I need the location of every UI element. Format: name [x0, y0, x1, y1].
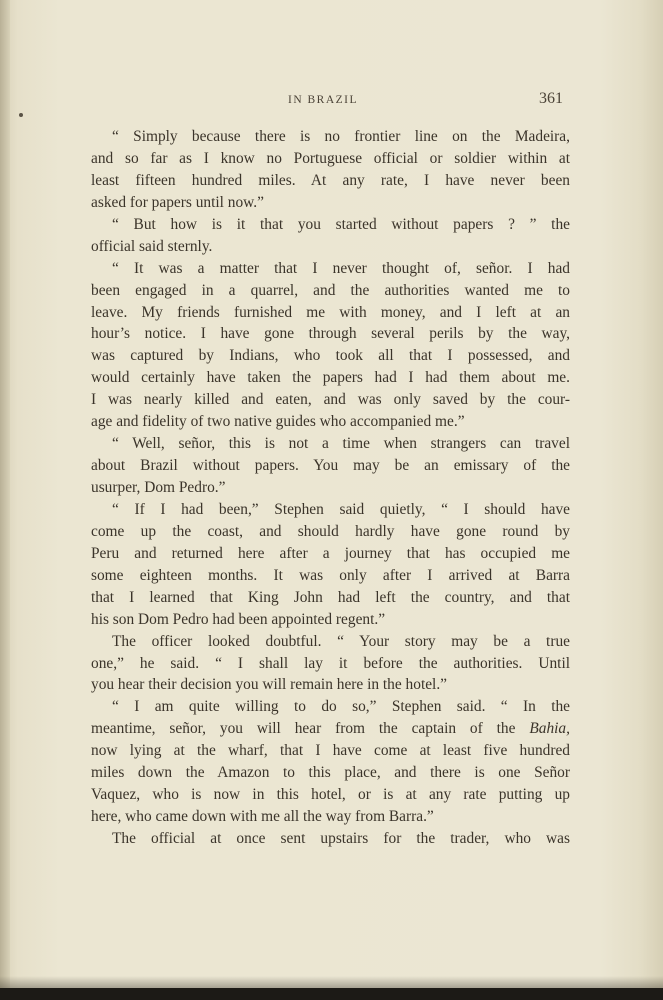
text-line: “ But how is it that you started without papers ? ” the	[112, 215, 570, 233]
text-line: about Brazil without papers. You may be an emissary of the	[91, 457, 570, 475]
text-line: hour’s notice. I have gone through several perils by the way,	[91, 325, 570, 343]
text-line: his son Dom Pedro had been appointed regent.”	[91, 610, 386, 628]
text-line: “ Simply because there is no frontier line on the Madeira,	[112, 128, 570, 145]
text-line: here, who came down with me all the way from Barra.”	[91, 808, 434, 826]
text-line: “ I am quite willing to do so,” Stephen said. “ In the	[112, 698, 570, 716]
text-line: Vaquez, who is now in this hotel, or is at any rate putting up	[91, 786, 570, 804]
body-text	[91, 126, 570, 850]
running-head: IN BRAZIL	[288, 94, 359, 106]
text-line: been engaged in a quarrel, and the authorities wanted me to	[91, 281, 570, 299]
page-bottom-edge	[0, 988, 663, 1000]
text-line: official said sternly.	[91, 237, 213, 255]
text-line: The official at once sent upstairs for the trader, who was	[112, 830, 570, 847]
text-line: usurper, Dom Pedro.”	[91, 479, 226, 496]
text-line-part: meantime, señor, you will hear from the captain of the	[91, 720, 516, 738]
text-line	[91, 718, 570, 740]
text-line: least fifteen hundred miles. At any rate, I have never been	[91, 171, 570, 189]
text-line: Peru and returned here after a journey that has occupied me	[91, 544, 570, 562]
page-number: 361	[539, 90, 563, 107]
page-bottom-shadow	[0, 976, 663, 988]
text-line: “ It was a matter that I never thought of, señor. I had	[112, 259, 570, 277]
text-line: and so far as I know no Portuguese official or soldier within at	[91, 149, 570, 167]
text-line: come up the coast, and should hardly have gone round by	[91, 522, 570, 540]
text-line: asked for papers until now.”	[91, 193, 264, 211]
text-line: that I learned that King John had left the country, and that	[91, 588, 570, 606]
text-line: leave. My friends furnished me with money, and I left at an	[91, 303, 570, 321]
binding-gutter	[0, 0, 10, 1000]
text-line: would certainly have taken the papers had I had them about me.	[91, 369, 570, 387]
text-line: I was nearly killed and eaten, and was only saved by the cour-	[91, 391, 570, 409]
text-line: some eighteen months. It was only after I arrived at Barra	[91, 566, 570, 584]
text-line: was captured by Indians, who took all that I possessed, and	[91, 347, 570, 365]
text-line: one,” he said. “ I shall lay it before the authorities. Until	[91, 654, 570, 672]
ship-name: Bahia,	[529, 720, 570, 738]
text-line: The officer looked doubtful. “ Your story may be a true	[112, 632, 570, 650]
text-line: “ If I had been,” Stephen said quietly, “ I should have	[112, 500, 570, 518]
text-line: “ Well, señor, this is not a time when strangers can travel	[112, 435, 570, 453]
text-line: you hear their decision you will remain here in the hotel.”	[91, 676, 448, 694]
text-line: age and fidelity of two native guides who accompanied me.”	[91, 413, 465, 431]
paper-speck	[19, 113, 23, 117]
text-line: miles down the Amazon to this place, and there is one Señor	[91, 764, 570, 782]
text-line: now lying at the wharf, that I have come at least five hundred	[91, 742, 570, 760]
